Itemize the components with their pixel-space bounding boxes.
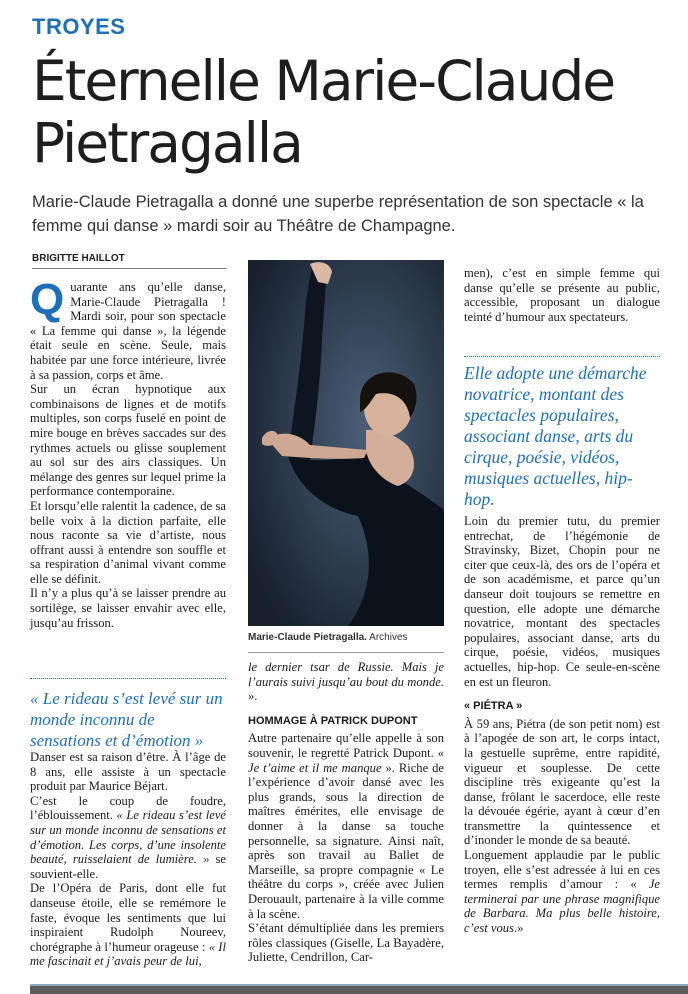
caption-subject: Marie-Claude Pietragalla. (248, 632, 367, 643)
caption-credit: Archives (366, 632, 408, 643)
text: se souvient-elle. (30, 852, 227, 881)
subheading: « PIÉTRA » (464, 700, 523, 713)
column-3-continued (464, 514, 660, 936)
text: De l’Opéra de Paris, dont elle fut danseuse étoile, elle se remémore le faste, évoque les sentiments que lui inspiraient Rudolph Noureev, chorégraphe à l’humeur orageuse : (30, 881, 226, 954)
quote-italic: « Il me fascinait et j’avais peur de lui, (30, 939, 227, 969)
paragraph: Danser est sa raison d’être. À l’âge de 8 ans, elle assiste à un spectacle produit par Maurice Béjart. (30, 750, 226, 794)
paragraph: Il n’y a plus qu’à se laisser prendre au sortilège, se laisser envahir avec elle, jusqu’au frisson. (30, 586, 226, 630)
drop-cap: Q (30, 275, 65, 324)
paragraph (464, 848, 660, 936)
bottom-bar (30, 984, 688, 994)
paragraph: Sur un écran hypnotique aux combinaisons de lignes et de motifs multiples, son corps fuselé en point de mire bouge en brèves saccades sur des rythmes actuels ou glisse souplement au sol sur des airs classiques. Un mélange des genres sur lequel prime la performance contemporaine. (30, 382, 226, 499)
paragraph (30, 881, 226, 969)
paragraph: S’étant démultipliée dans les premiers rôles classiques (Giselle, La Bayadère, Juliette, Cendrillon, Car- (248, 921, 444, 965)
paragraph: Et lorsqu’elle ralentit la cadence, de sa belle voix à la diction parfaite, elle nous raconte sa vie d’artiste, nous offrant aussi à entendre son souffle et sa respiration d’animal vivant comme elle se définit. (30, 498, 226, 586)
dancer-illustration (248, 260, 444, 626)
pull-quote: Elle adopte une démarche novatrice, montant des spectacles populaires, associant danse, arts du cirque, poésie, vidéos, musiques actuelles, hip-hop. (464, 363, 647, 509)
column-1 (30, 275, 226, 630)
paragraph (30, 275, 226, 382)
paragraph: À 59 ans, Piétra (de son petit nom) est à l’apogée de son art, le corps intact, la gestuelle suprême, entre rapidité, vigueur et souplesse. De cette discipline très exigeante qu’est la danse, frôlant le sacerdoce, elle reste la dévouée égérie, ayant à cœur d’en transmettre la quintessence et d’inonder le monde de sa beauté. (464, 716, 660, 848)
paragraph: Loin du premier tutu, du premier entrechat, de l’hégémonie de Stravinsky, Bizet, Chopin pour ne citer que ceux-là, des ors de l’opéra et de son académisme, et parce qu’un danseur doit toujours se remettre en question, elle adopte une démarche novatrice, montant des spectacles populaires, associant danse, arts du cirque, poésie, vidéos, musiques actuelles, hip-hop. Ce seule-en-scène en est un fleuron. (464, 514, 660, 689)
caption-rule (248, 652, 444, 653)
dancer-photo (248, 260, 444, 626)
subheading: HOMMAGE À PATRICK DUPONT (248, 714, 418, 727)
text: Autre partenaire qu’elle appelle à son souvenir, le regretté Patrick Dupont. « (248, 731, 444, 760)
text: ». Riche de l’expérience d’avoir dansé avec les plus grands, sous la direction de maîtres émérites, elle envisage de donner à la danse sa touche personnelle, sa signature. Ainsi naît, après son travail au Ballet de Marseille, sa propre compagnie « Le théâtre du corps », créée avec Julien Derouault, partenaire à la ville comme à la scène. (248, 760, 444, 921)
paragraph: men), c’est en simple femme qui danse qu’elle se présente au public, accessible, proposant un dialogue teinté d’humour aux spectateurs. (464, 266, 660, 324)
paragraph (30, 794, 226, 882)
paragraph (248, 731, 444, 921)
quote-italic: le dernier tsar de Russie. Mais je l’aurais suivi jusqu’au bout du monde. (248, 660, 444, 689)
text: .» (514, 921, 524, 936)
photo-caption (248, 632, 448, 643)
quote-italic: Je terminerai par une phrase magnifique de Barbara. Ma plus belle histoire, c’est vous (464, 877, 660, 936)
section-rubric: TROYES (32, 14, 126, 39)
column-1-continued (30, 750, 226, 969)
text: C’est le coup de foudre, l’éblouissement. (30, 793, 226, 823)
paragraph (248, 660, 444, 704)
dotted-divider (30, 678, 226, 679)
lede: Marie-Claude Pietragalla a donné une superbe représentation de son spectacle « la femme qui danse » mardi soir au Théâtre de Champagne. (32, 193, 644, 235)
byline-rule (32, 268, 227, 269)
dotted-divider (464, 356, 660, 357)
column-2 (248, 660, 444, 965)
byline: BRIGITTE HAILLOT (32, 253, 125, 264)
text: Longuement applaudie par le public troyen, elle s’est adressée à lui en ces termes remplis d’amour : « (464, 848, 660, 892)
quote-italic: Je t’aime et il me manque (248, 760, 382, 775)
pull-quote: « Le rideau s’est levé sur un monde inconnu de sensations et d’émotion » (30, 689, 223, 750)
quote-italic: « Le rideau s’est levé sur un monde inconnu de sensations et d’émotion. Les corps, d’une insolente beauté, ruisselaient de lumière. » (30, 808, 227, 867)
headline: Éternelle Marie-Claude Pietragalla (32, 49, 615, 175)
text: ». (248, 689, 258, 704)
paragraph-text: uarante ans qu’elle danse, Marie-Claude Pietragalla ! Mardi soir, pour son spectacle « La femme qui danse », la légende était seule en scène. Seule, mais habitée par une force intérieure, livrée à sa passion, corps et âme. (30, 280, 226, 382)
column-3 (464, 266, 660, 324)
